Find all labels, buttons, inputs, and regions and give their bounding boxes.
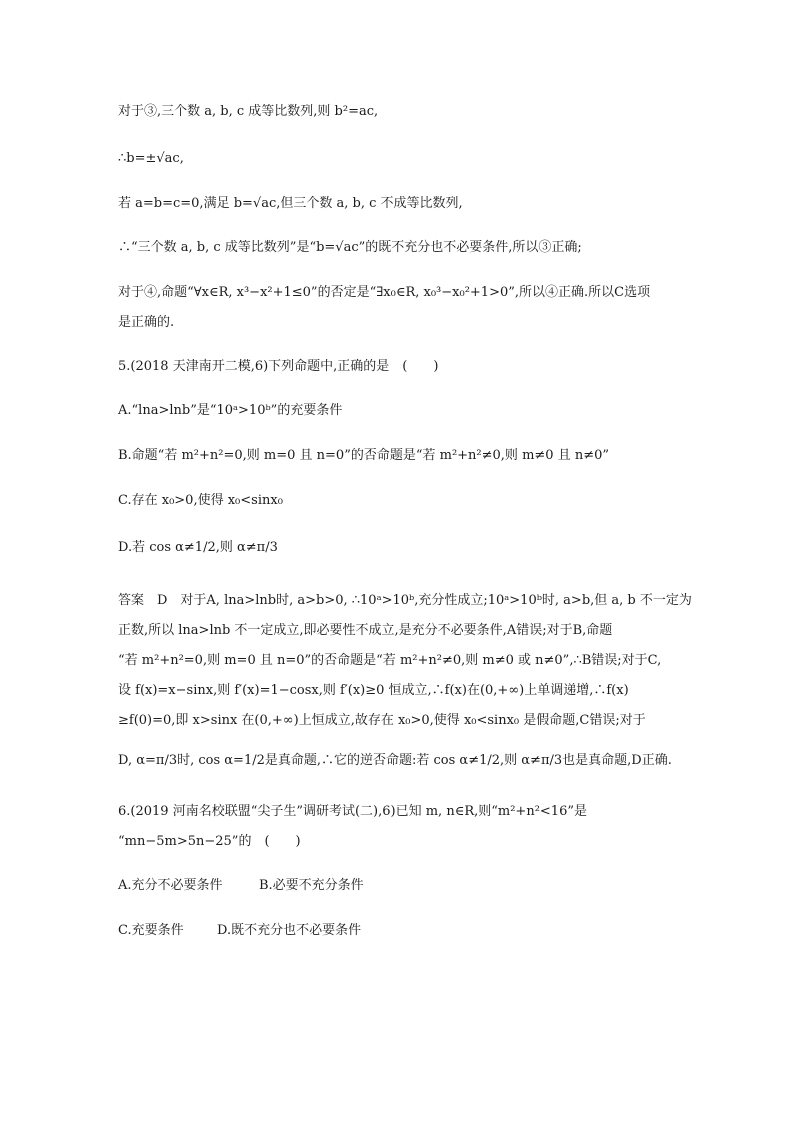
answer-line: 设 f(x)=x−sinx,则 f′(x)=1−cosx,则 f′(x)≥0 恒成立,∴f(x)在(0,+∞)上单调递增,∴f(x)	[118, 683, 629, 698]
choice-d: D.既不充分也不必要条件	[217, 923, 362, 938]
answer-line: 答案 D 对于A, lna>lnb时, a>b>0, ∴10ᵃ>10ᵇ,充分性成立;10ᵃ>10ᵇ时, a>b,但 a, b 不一定为	[118, 593, 692, 608]
option-b: B.命题“若 m²+n²=0,则 m=0 且 n=0”的否命题是“若 m²+n²≠0,则 m≠0 且 n≠0”	[118, 448, 610, 463]
text-line: ∴b=±√ac,	[118, 151, 184, 166]
choice-b: B.必要不充分条件	[259, 878, 364, 893]
choice-row	[118, 921, 690, 941]
text-line: ∴“三个数 a, b, c 成等比数列”是“b=√ac”的既不充分也不必要条件,所以③正确;	[118, 240, 582, 255]
choice-c: C.充要条件	[118, 923, 184, 938]
answer-line: D, α=π/3时, cos α=1/2是真命题,∴它的逆否命题:若 cos α≠1/2,则 α≠π/3也是真命题,D正确.	[118, 753, 672, 768]
answer-line: ≥f(0)=0,即 x>sinx 在(0,+∞)上恒成立,故存在 x₀>0,使得 x₀<sinx₀ 是假命题,C错误;对于	[118, 713, 646, 728]
option-d: D.若 cos α≠1/2,则 α≠π/3	[118, 540, 278, 555]
choice-a: A.充分不必要条件	[118, 878, 223, 893]
text-line: 对于④,命题“∀x∈R, x³−x²+1≤0”的否定是“∃x₀∈R, x₀³−x₀²+1>0”,所以④正确.所以C选项	[118, 285, 651, 300]
option-c: C.存在 x₀>0,使得 x₀<sinx₀	[118, 493, 283, 508]
question-5-stem: 5.(2018 天津南开二模,6)下列命题中,正确的是 ( )	[118, 359, 439, 374]
option-a: A.“lna>lnb”是“10ᵃ>10ᵇ”的充要条件	[118, 403, 343, 418]
choice-row	[118, 876, 690, 896]
text-line: 若 a=b=c=0,满足 b=√ac,但三个数 a, b, c 不成等比数列,	[118, 196, 463, 211]
text-line: 对于③,三个数 a, b, c 成等比数列,则 b²=ac,	[118, 104, 379, 119]
question-6-stem: 6.(2019 河南名校联盟“尖子生”调研考试(二),6)已知 m, n∈R,则“m²+n²<16”是	[118, 804, 587, 819]
answer-line: “若 m²+n²=0,则 m=0 且 n=0”的否命题是“若 m²+n²≠0,则 m≠0 或 n≠0”,∴B错误;对于C,	[118, 653, 662, 668]
text-line: 是正确的.	[118, 315, 175, 330]
answer-line: 正数,所以 lna>lnb 不一定成立,即必要性不成立,是充分不必要条件,A错误;对于B,命题	[118, 623, 613, 638]
question-6-stem: “mn−5m>5n−25”的 ( )	[118, 834, 301, 849]
